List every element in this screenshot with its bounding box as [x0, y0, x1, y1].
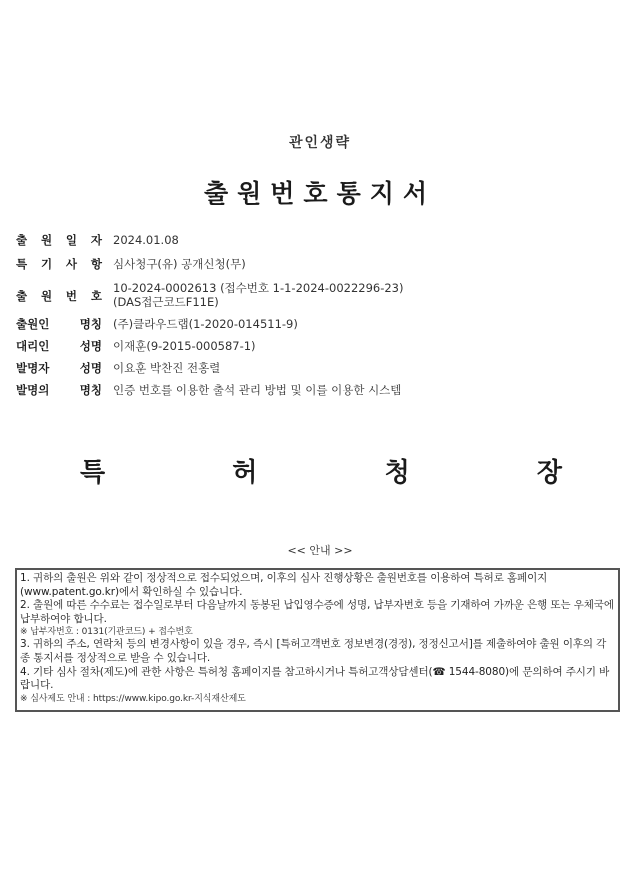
field-label: 특 기 사 항 [16, 257, 102, 271]
guide-note: ※ 납부자번호 : 0131(기관코드) + 접수번호 [20, 627, 193, 638]
field-label: 대리인 성명 [16, 339, 102, 353]
guide-item: 3. 귀하의 주소, 연락처 등의 변경사항이 있을 경우, 즉시 [특허고객번호 정보변경(경정), 정정신고서]를 제출하여야 출원 이후의 각종 통지서를 정상적으로 받을 수 있습니다. [20, 638, 607, 664]
document-title: 출원번호통지서 [203, 179, 437, 208]
guide-item: 1. 귀하의 출원은 위와 같이 정상적으로 접수되었으며, 이후의 심사 진행상황은 출원번호를 이용하여 특허로 홈페이지(www.patent.go.kr)에서 확인하실 수 있습니다. [20, 572, 548, 598]
guide-item: 2. 출원에 따른 수수료는 접수일로부터 다음날까지 동봉된 납입영수증에 성명, 납부자번호 등을 기재하여 가까운 은행 또는 우체국에 납부하여야 합니다. [20, 599, 614, 625]
field-label: 출원인 명칭 [16, 317, 102, 331]
guide-heading: << 안내 >> [287, 544, 353, 557]
das-access-code: (DAS접근코드F11E) [113, 295, 219, 309]
agent-name-value: 이재훈(9-2015-000587-1) [113, 339, 256, 353]
field-label: 발명자 성명 [16, 361, 102, 375]
field-label: 발명의 명칭 [16, 383, 102, 397]
application-number-value: 10-2024-0002613 (접수번호 1-1-2024-0022296-23) [113, 281, 404, 295]
field-label: 출 원 일 자 [16, 233, 102, 247]
issuing-authority: 특 허 청 장 [80, 458, 562, 488]
special-notes-value: 심사청구(유) 공개신청(무) [113, 257, 246, 271]
invention-title-value: 인증 번호를 이용한 출석 관리 방법 및 이를 이용한 시스템 [113, 383, 402, 397]
stamp-omitted-label: 관인생략 [288, 135, 352, 151]
guide-notice-box [15, 568, 620, 712]
guide-note: ※ 심사제도 안내 : https://www.kipo.go.kr-지식재산제도 [20, 693, 246, 704]
inventor-names-value: 이요훈 박찬진 전홍렬 [113, 361, 221, 375]
field-label: 출 원 번 호 [16, 289, 102, 303]
filing-date-value: 2024.01.08 [113, 233, 179, 247]
guide-item: 4. 기타 심사 절차(제도)에 관한 사항은 특허청 홈페이지를 참고하시거나 특허고객상담센터(☎ 1544-8080)에 문의하여 주시기 바랍니다. [20, 665, 610, 692]
applicant-name-value: (주)클라우드랩(1-2020-014511-9) [113, 317, 298, 331]
